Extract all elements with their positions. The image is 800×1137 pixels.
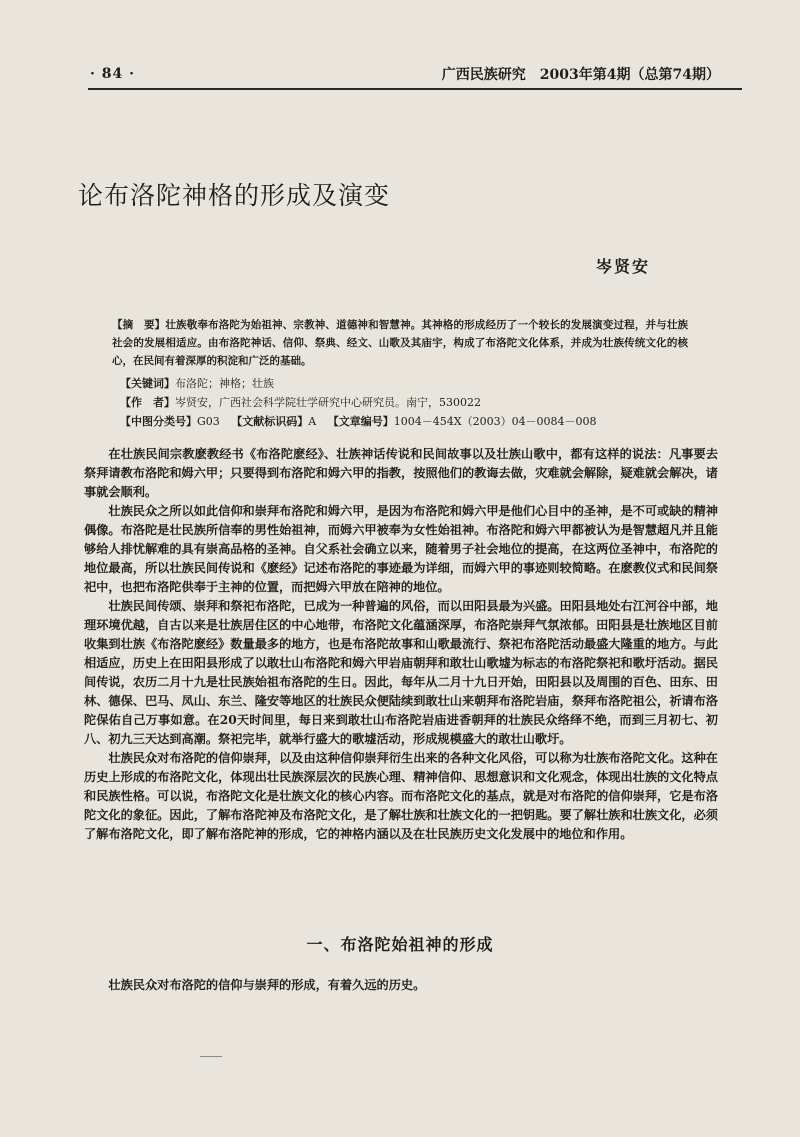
paragraph-1: 在壮族民间宗教麽教经书《布洛陀麽经》、壮族神话传说和民间故事以及壮族山歌中，都有这样的说法：凡事要去祭拜请教布洛陀和姆六甲；只要得到布洛陀和姆六甲的指教，按照他们的教诲去做，灾难就会解除，疑难就会解决，诸事就会顺利。 xyxy=(84,447,718,499)
author-info-row xyxy=(120,394,481,410)
article-author: 岑贤安 xyxy=(595,257,650,276)
journal-info: 广西民族研究 2003年第4期（总第74期） xyxy=(441,67,720,83)
footnote-divider xyxy=(200,1056,222,1057)
clc-value: G03 xyxy=(197,415,220,428)
clc-label: 【中图分类号】 xyxy=(120,415,197,428)
header-divider xyxy=(88,88,742,90)
article-number-value: 1004－454X（2003）04－0084－008 xyxy=(393,415,597,428)
keywords-text: 布洛陀；神格；壮族 xyxy=(175,377,274,390)
body-text xyxy=(84,445,718,844)
article-number-label: 【文章编号】 xyxy=(327,415,394,428)
paragraph-3: 壮族民间传颂、崇拜和祭祀布洛陀，已成为一种普遍的风俗，而以田阳县最为兴盛。田阳县地处右江河谷中部，地理环境优越，自古以来是壮族居住区的中心地带，布洛陀文化蕴涵深厚，布洛陀崇拜气氛浓郁。田阳县是壮族地区目前收集到壮族《布洛陀麽经》数量最多的地方，也是布洛陀故事和山歌最流行、祭祀布洛陀活动最盛大隆重的地方。与此相适应，历史上在田阳县形成了以敢壮山布洛陀和姆六甲岩庙朝拜和敢壮山歌墟为标志的布洛陀祭祀和歌圩活动。据民间传说，农历二月十九是壮民族始祖布洛陀的生日。因此，每年从二月十九日开始，田阳县以及周围的百色、田东、田林、德保、巴马、凤山、东兰、隆安等地区的壮族民众便陆续到敢壮山来朝拜布洛陀岩庙，祭拜布洛陀祖公，祈请布洛陀保佑自己万事如意。在20天时间里，每日来到敢壮山布洛陀岩庙进香朝拜的壮族民众络绎不绝，而到三月初七、初八、初九三天达到高潮。祭祀完毕，就举行盛大的歌墟活动，形成规模盛大的敢壮山歌圩。 xyxy=(84,599,718,746)
doc-code-value: A xyxy=(308,415,317,428)
paragraph-4: 壮族民众对布洛陀的信仰崇拜，以及由这种信仰崇拜衍生出来的各种文化风俗，可以称为壮族布洛陀文化。这种在历史上形成的布洛陀文化，体现出壮民族深层次的民族心理、精神信仰、思想意识和文化观念，体现出壮族的文化特点和民族性格。可以说，布洛陀文化是壮族文化的核心内容。而布洛陀文化的基点，就是对布洛陀的信仰崇拜，它是布洛陀文化的象征。因此，了解布洛陀神及布洛陀文化，是了解壮族和壮族文化的一把钥匙。要了解壮族和壮族文化，必须了解布洛陀文化，即了解布洛陀神的形成，它的神格内涵以及在壮民族历史文化发展中的地位和作用。 xyxy=(84,751,718,841)
abstract-text: 壮族敬奉布洛陀为始祖神、宗教神、道德神和智慧神。其神格的形成经历了一个较长的发展演变过程，并与壮族社会的发展相适应。由布洛陀神话、信仰、祭典、经文、山歌及其庙宇，构成了布洛陀文化体系，并成为壮族传统文化的核心，在民间有着深厚的积淀和广泛的基础。 xyxy=(112,319,689,367)
section-heading: 一、布洛陀始祖神的形成 xyxy=(306,935,494,954)
abstract xyxy=(112,316,688,370)
author-info-label: 【作 者】 xyxy=(120,396,175,409)
article-title: 论布洛陀神格的形成及演变 xyxy=(78,181,391,210)
section-paragraph: 壮族民众对布洛陀的信仰与崇拜的形成，有着久远的历史。 xyxy=(108,978,426,992)
paragraph-2: 壮族民众之所以如此信仰和崇拜布洛陀和姆六甲，是因为布洛陀和姆六甲是他们心目中的圣神，是不可或缺的精神偶像。布洛陀是壮民族所信奉的男性始祖神，而姆六甲被奉为女性始祖神。布洛陀和姆六甲都被认为是智慧超凡并且能够给人排忧解难的具有崇高品格的圣神。自父系社会确立以来，随着男子社会地位的提高，在这两位圣神中，布洛陀的地位最高，所以壮族民间传说和《麽经》记述布洛陀的事迹最为详细，而姆六甲的事迹则较简略。在麽教仪式和民间祭祀中，也把布洛陀供奉于主神的位置，而把姆六甲放在陪神的地位。 xyxy=(84,504,718,594)
classification-row xyxy=(120,413,597,429)
abstract-label: 【摘 要】 xyxy=(112,319,166,331)
keywords-label: 【关键词】 xyxy=(120,377,175,390)
page-number: · 84 · xyxy=(90,66,135,82)
author-info-text: 岑贤安，广西社会科学院壮学研究中心研究员。南宁，530022 xyxy=(175,396,481,409)
doc-code-label: 【文献标识码】 xyxy=(231,415,309,428)
keywords-row xyxy=(120,375,274,391)
